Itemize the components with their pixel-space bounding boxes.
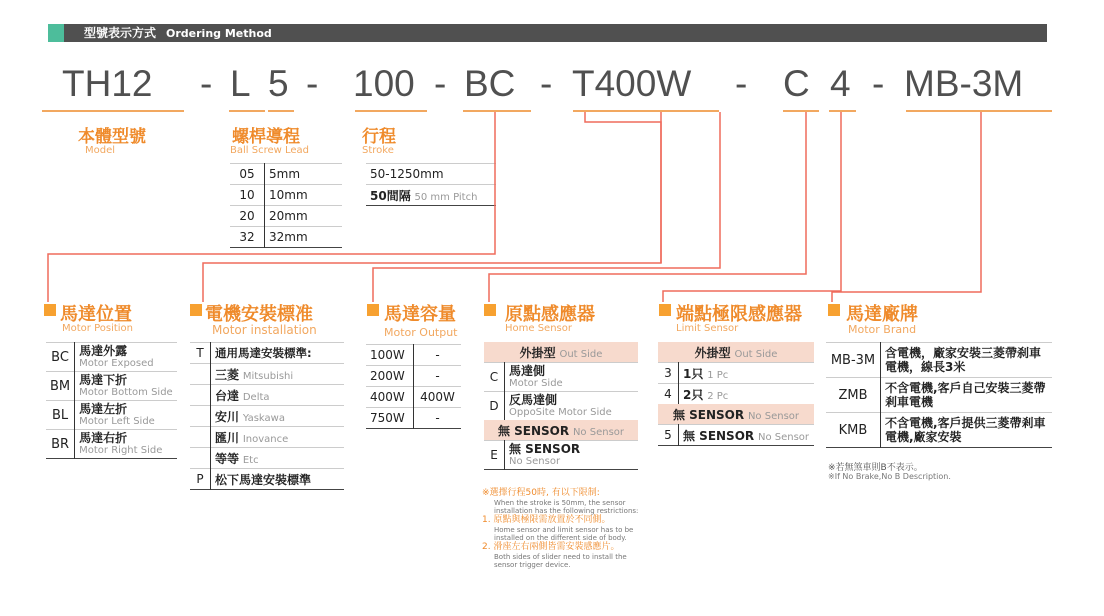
mp-desc — [75, 430, 177, 459]
code-5: 5 — [268, 63, 289, 104]
hs-c-desc — [505, 363, 639, 392]
bullet-icon — [367, 304, 379, 316]
mp-desc-zh: 馬達下折 — [79, 372, 128, 387]
mi-brand-zh: 三菱 — [215, 367, 240, 382]
table-row — [826, 413, 1052, 448]
code-c: C — [783, 63, 810, 104]
home-sensor-subtitle: Home Sensor — [505, 323, 572, 334]
table-row — [190, 406, 344, 427]
mb-code: KMB — [838, 422, 868, 438]
table-row — [190, 448, 344, 469]
header-title-zh: 型號表示方式 — [84, 26, 157, 40]
code-t400w: T400W — [572, 63, 692, 104]
table-row — [484, 441, 638, 470]
home-sensor-table — [484, 342, 638, 470]
hs-code-c: C — [489, 370, 499, 384]
motor-position-subtitle: Motor Position — [62, 323, 134, 334]
code-dash-4: - — [540, 63, 553, 104]
table-row — [658, 363, 814, 384]
bullet-icon — [828, 304, 840, 316]
table-row — [190, 469, 344, 490]
hs-d-desc — [505, 392, 639, 421]
home-sensor-title: 原點感應器 — [505, 304, 595, 325]
hs-head-en: Out Side — [559, 348, 603, 360]
mo-b: - — [414, 366, 462, 387]
hs-d-en: OppoSite Motor Side — [509, 406, 612, 418]
ls-desc-en: 1 Pc — [707, 369, 729, 381]
ls-five-en: No Sensor — [757, 431, 810, 443]
code-dash-5: - — [735, 63, 748, 104]
ls-code: 4 — [664, 387, 672, 401]
ls-code: 3 — [664, 366, 672, 380]
mp-desc-zh: 馬達右折 — [79, 430, 128, 445]
hs-d-zh: 反馬達側 — [509, 392, 558, 407]
mi-brand-en: Delta — [242, 391, 270, 403]
mi-empty-cell — [190, 364, 211, 385]
mi-brand-zh: 台達 — [215, 388, 240, 403]
mb-desc: 含電機，廠家安裝三菱帶刹車電機，線長3米 — [881, 343, 1053, 378]
motor-brand-subtitle: Motor Brand — [848, 323, 917, 336]
hs-head — [484, 342, 638, 363]
note-title-en: When the stroke is 50mm, the sensor installation has the following restrictions: — [494, 499, 639, 515]
mi-empty-cell — [190, 385, 211, 406]
table-row — [658, 404, 814, 425]
lead-value: 32mm — [265, 227, 343, 248]
motor-install-title: 電機安裝標准 — [205, 304, 313, 325]
mi-panasonic-label: 松下馬達安裝標準 — [211, 469, 345, 490]
hs-none-zh: 無 SENSOR — [497, 423, 570, 438]
mi-code-p: P — [196, 472, 204, 486]
mo-a: 100W — [370, 348, 405, 362]
limit-sensor-subtitle: Limit Sensor — [676, 323, 739, 334]
ls-desc — [679, 384, 815, 405]
lead-title: 螺桿導程 — [232, 127, 300, 147]
table-row — [46, 372, 177, 401]
mp-code: BR — [51, 436, 70, 452]
mi-brand-zh: 安川 — [215, 409, 240, 424]
mo-a: 400W — [370, 390, 405, 404]
mp-desc — [75, 343, 177, 372]
mo-b: - — [414, 345, 462, 366]
hs-head-zh: 外掛型 — [519, 345, 556, 360]
motor-output-table — [366, 344, 461, 429]
ls-none-zh: 無 SENSOR — [672, 407, 745, 422]
mi-brand — [211, 406, 345, 427]
motor-position-title: 馬達位置 — [60, 304, 132, 325]
code-100: 100 — [353, 63, 415, 104]
hs-code-e: E — [490, 448, 498, 462]
note-2-en: Both sides of slider need to install the sensor trigger device. — [494, 553, 627, 569]
motor-install-table — [190, 342, 344, 490]
table-row — [190, 343, 344, 364]
stroke-pitch-en: 50 mm Pitch — [414, 191, 478, 203]
header-title-en: Ordering Method — [166, 27, 272, 40]
home-sensor-notes — [482, 488, 642, 569]
mb-code: ZMB — [838, 387, 868, 403]
hs-e-en: No Sensor — [509, 455, 561, 467]
lead-value: 5mm — [265, 164, 343, 185]
note-1-en: Home sensor and limit sensor has to be installed on the different side of body. — [494, 526, 634, 542]
code-4: 4 — [830, 63, 851, 104]
stroke-subtitle: Stroke — [362, 145, 394, 156]
lead-code: 10 — [239, 188, 255, 202]
table-row — [484, 392, 638, 421]
brake-note: ※若無煞車則B不表示。 — [828, 463, 923, 473]
code-dash-1: - — [200, 63, 213, 104]
mo-b: - — [414, 408, 462, 429]
table-row — [484, 363, 638, 392]
mi-brand — [211, 448, 345, 469]
hs-c-zh: 馬達側 — [509, 363, 546, 378]
table-row — [826, 378, 1052, 413]
code-l: L — [230, 63, 251, 104]
code-mb3m: MB-3M — [904, 63, 1024, 104]
mi-empty-cell — [190, 448, 211, 469]
mp-desc — [75, 372, 177, 401]
motor-output-title: 馬達容量 — [384, 304, 456, 325]
connector-motor-brand — [832, 112, 981, 302]
connector-home-sensor — [489, 112, 806, 302]
mi-brand-zh: 匯川 — [215, 430, 240, 445]
ls-none-en: No Sensor — [747, 410, 800, 422]
table-row — [46, 401, 177, 430]
motor-position-table — [46, 342, 177, 459]
hs-none — [484, 420, 638, 441]
table-row — [46, 343, 177, 372]
motor-brand-table — [826, 342, 1052, 448]
mo-a: 750W — [370, 411, 405, 425]
ls-desc-en: 2 Pc — [707, 390, 729, 402]
code-th12: TH12 — [62, 63, 153, 104]
code-bc: BC — [464, 63, 516, 104]
table-row — [366, 408, 461, 429]
lead-code: 20 — [239, 209, 255, 223]
lead-code: 32 — [239, 230, 255, 244]
note-title: ※選擇行程50時, 有以下限制: — [482, 488, 600, 498]
table-row — [366, 345, 461, 366]
mb-desc: 不含電機,客戶自己安裝三菱帶剎車電機 — [881, 378, 1053, 413]
code-dash-3: - — [434, 63, 447, 104]
hs-none-en: No Sensor — [572, 426, 625, 438]
table-row — [190, 427, 344, 448]
table-row — [366, 387, 461, 408]
mi-brand-en: Inovance — [242, 433, 289, 445]
ls-desc — [679, 363, 815, 384]
mi-code-t: T — [196, 346, 204, 360]
mp-desc-en: Motor Right Side — [79, 444, 163, 456]
mi-brand-zh: 等等 — [215, 451, 240, 466]
hs-e-desc — [505, 441, 639, 470]
table-row — [658, 342, 814, 363]
motor-install-subtitle: Motor installation — [212, 323, 317, 337]
table-row — [484, 420, 638, 441]
limit-sensor-table — [658, 342, 814, 446]
bullet-icon — [44, 304, 56, 316]
table-row — [658, 384, 814, 405]
table-row — [46, 430, 177, 459]
ls-none — [658, 404, 814, 425]
ls-head — [658, 342, 814, 363]
table-row — [190, 385, 344, 406]
mp-code: BC — [51, 349, 69, 365]
hs-e-zh: 無 SENSOR — [509, 441, 581, 456]
mi-empty-cell — [190, 427, 211, 448]
ls-head-en: Out Side — [734, 348, 778, 360]
mp-code: BM — [50, 378, 71, 394]
table-row — [484, 342, 638, 363]
lead-value: 10mm — [265, 185, 343, 206]
table-row — [826, 343, 1052, 378]
ls-five-desc — [679, 425, 815, 446]
mp-desc-en: Motor Left Side — [79, 415, 155, 427]
ls-code-5: 5 — [664, 428, 672, 442]
hs-c-en: Motor Side — [509, 377, 563, 389]
mi-brand-en: Yaskawa — [242, 412, 285, 424]
mi-brand-en: Mitsubishi — [242, 370, 294, 382]
brake-note-en: ※If No Brake,No B Description. — [828, 472, 951, 481]
mp-code: BL — [51, 407, 69, 423]
mi-general-label: 通用馬達安裝標準: — [211, 343, 345, 364]
mp-desc — [75, 401, 177, 430]
ls-desc-zh: 2只 — [683, 387, 704, 402]
model-title: 本體型號 — [78, 127, 146, 147]
mi-brand-en: Etc — [242, 454, 259, 466]
mp-desc-zh: 馬達左折 — [79, 401, 128, 416]
motor-output-subtitle: Motor Output — [384, 326, 458, 339]
mb-desc: 不含電機,客戶提供三菱帶剎車電機,廠家安裝 — [881, 413, 1053, 448]
bullet-icon — [659, 304, 671, 316]
table-row — [190, 364, 344, 385]
mp-desc-zh: 馬達外露 — [79, 343, 128, 358]
hs-code-d: D — [489, 399, 499, 413]
bullet-icon — [484, 304, 496, 316]
mb-code: MB-3M — [830, 352, 876, 368]
code-dash-6: - — [872, 63, 885, 104]
limit-sensor-title: 端點極限感應器 — [676, 304, 802, 325]
bullet-icon — [190, 304, 202, 316]
table-row — [366, 366, 461, 387]
mi-brand — [211, 364, 345, 385]
note-1: 1. 原點與極限需放置於不同側。 — [482, 515, 611, 525]
motor-brand-title: 馬達廠牌 — [846, 304, 918, 325]
table-row — [658, 425, 814, 446]
ls-head-zh: 外掛型 — [694, 345, 731, 360]
stroke-title: 行程 — [362, 127, 396, 147]
mo-a: 200W — [370, 369, 405, 383]
model-subtitle: Model — [85, 145, 116, 156]
mp-desc-en: Motor Exposed — [79, 357, 154, 369]
lead-code: 05 — [239, 167, 255, 181]
connector-motor-position — [48, 112, 495, 302]
mi-brand — [211, 427, 345, 448]
note-2: 2. 滑座左右兩側皆需安裝感應片。 — [482, 542, 620, 552]
mi-empty-cell — [190, 406, 211, 427]
lead-value: 20mm — [265, 206, 343, 227]
stroke-pitch-zh: 50間隔 — [370, 188, 411, 203]
mi-brand — [211, 385, 345, 406]
code-dash-2: - — [306, 63, 319, 104]
ls-desc-zh: 1只 — [683, 366, 704, 381]
mp-desc-en: Motor Bottom Side — [79, 386, 173, 398]
ls-five-zh: 無 SENSOR — [683, 428, 755, 443]
mo-b: 400W — [414, 387, 462, 408]
lead-subtitle: Ball Screw Lead — [230, 145, 309, 156]
stroke-range: 50-1250mm — [370, 167, 444, 181]
